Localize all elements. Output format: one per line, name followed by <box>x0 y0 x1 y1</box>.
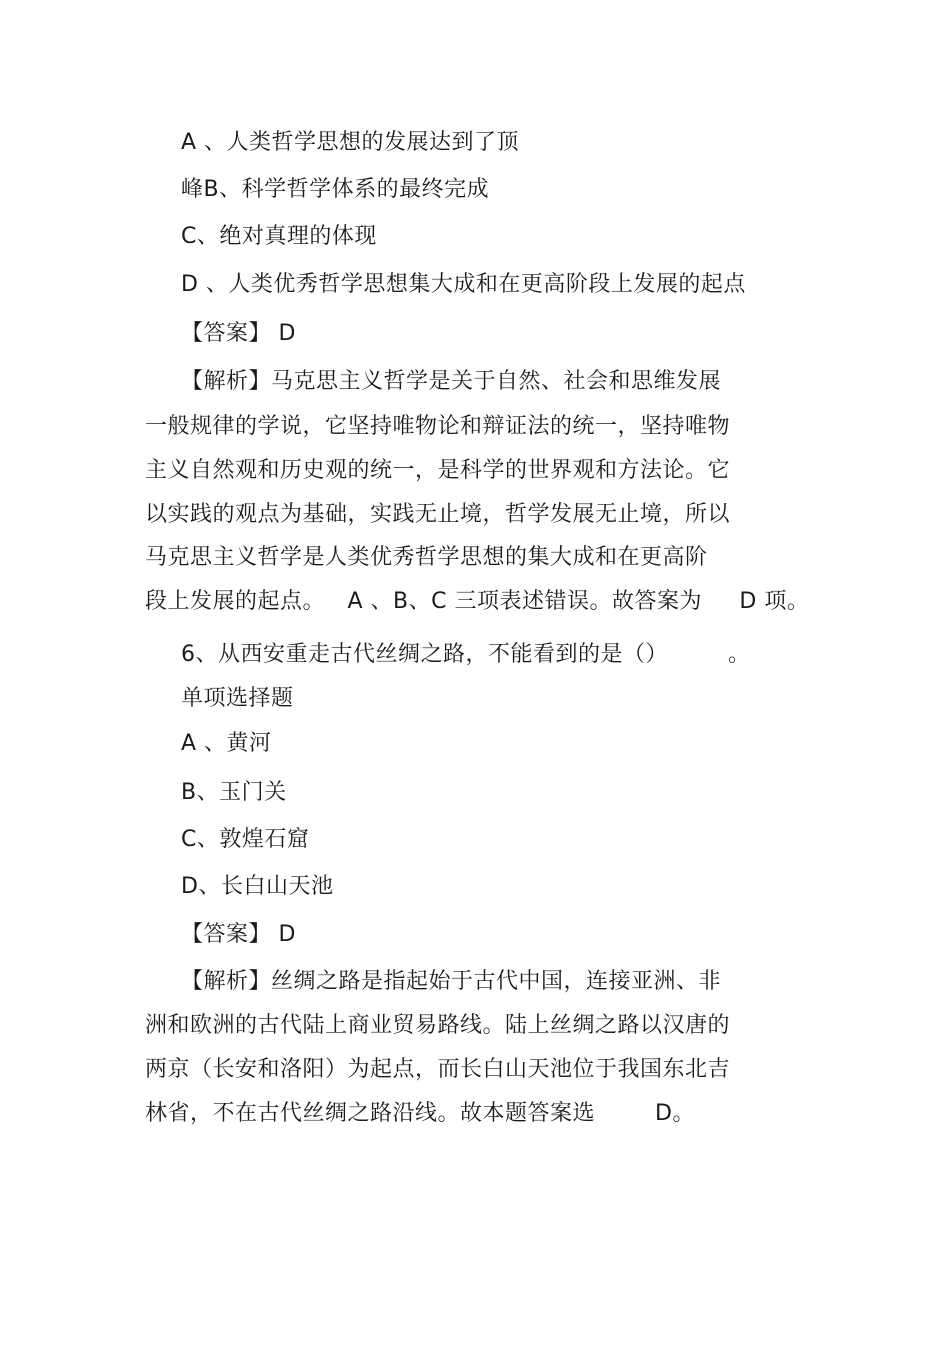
q5-analysis-line: 以实践的观点为基础，实践无止境，哲学发展无止境，所以 <box>145 502 731 527</box>
q6-analysis-line: 林省，不在古代丝绸之路沿线。故本题答案选 D。 <box>145 1101 695 1126</box>
q6-type: 单项选择题 <box>181 686 294 711</box>
q5-option-c: C、绝对真理的体现 <box>181 224 377 249</box>
q6-analysis-line: 洲和欧洲的古代陆上商业贸易路线。陆上丝绸之路以汉唐的 <box>145 1013 731 1038</box>
q5-option-d: D 、人类优秀哲学思想集大成和在更高阶段上发展的起点 <box>181 272 746 297</box>
q6-analysis-line: 【解析】丝绸之路是指起始于古代中国，连接亚洲、非 <box>181 969 722 994</box>
q6-option-b: B、玉门关 <box>181 780 287 805</box>
q5-option-b: 峰B、科学哲学体系的最终完成 <box>181 177 490 202</box>
q6-analysis-line: 两京（长安和洛阳）为起点，而长白山天池位于我国东北吉 <box>145 1057 731 1082</box>
q5-analysis-line: 马克思主义哲学是人类优秀哲学思想的集大成和在更高阶 <box>145 545 708 570</box>
q6-option-c: C、敦煌石窟 <box>181 827 310 852</box>
q5-analysis-line: 主义自然观和历史观的统一，是科学的世界观和方法论。它 <box>145 458 731 483</box>
q5-answer: 【答案】 D <box>181 321 296 346</box>
q5-analysis-line: 【解析】马克思主义哲学是关于自然、社会和思维发展 <box>181 369 722 394</box>
q5-analysis-line: 段上发展的起点。 A 、B、C 三项表述错误。故答案为 D 项。 <box>145 589 810 614</box>
q6-option-a: A 、黄河 <box>181 731 272 756</box>
q6-option-d: D、长白山天池 <box>181 874 334 899</box>
q6-answer: 【答案】 D <box>181 922 296 947</box>
q5-analysis-line: 一般规律的学说，它坚持唯物论和辩证法的统一，坚持唯物 <box>145 414 731 439</box>
q6-stem: 6、从西安重走古代丝绸之路，不能看到的是（） 。 <box>181 642 751 667</box>
q5-option-a: A 、人类哲学思想的发展达到了顶 <box>181 130 520 155</box>
